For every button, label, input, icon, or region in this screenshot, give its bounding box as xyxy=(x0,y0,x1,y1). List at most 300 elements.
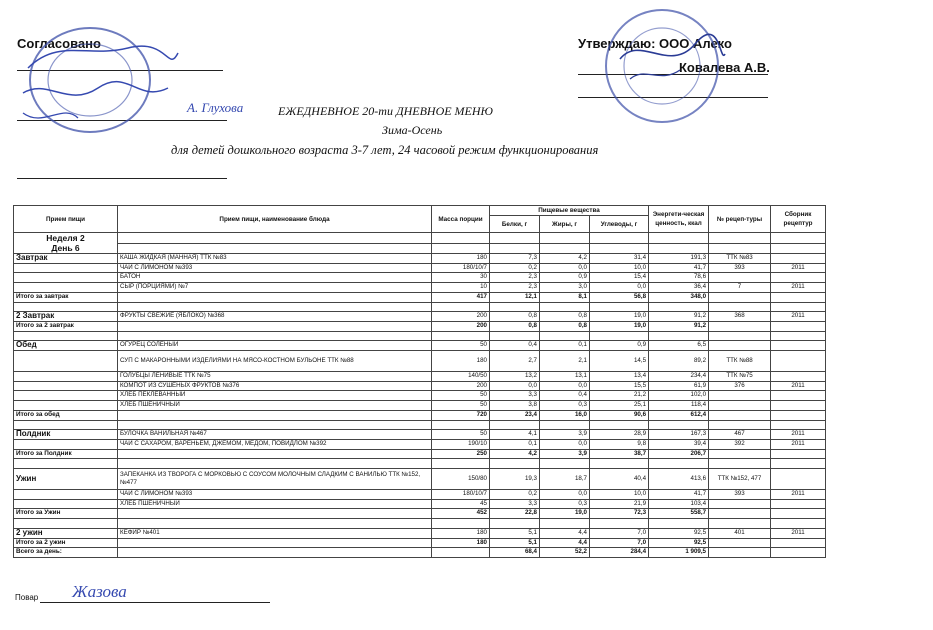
energy-cell xyxy=(649,302,709,312)
collection-cell xyxy=(771,254,826,264)
spacer-row xyxy=(14,459,826,469)
collection-cell: 2011 xyxy=(771,312,826,322)
collection-cell xyxy=(771,469,826,490)
mass-cell: 180 xyxy=(432,538,490,548)
fat-cell: 16,0 xyxy=(540,410,590,420)
table-row xyxy=(14,283,826,293)
col-mass-header: Масса порции xyxy=(432,206,490,233)
total-row xyxy=(14,321,826,331)
menu-table xyxy=(13,205,826,558)
fat-cell: 0,0 xyxy=(540,381,590,391)
table-row xyxy=(14,263,826,273)
recipe-cell xyxy=(709,459,771,469)
energy-cell: 612,4 xyxy=(649,410,709,420)
meal-cell: 2 ужин xyxy=(14,528,118,538)
collection-cell xyxy=(771,538,826,548)
energy-cell: 36,4 xyxy=(649,283,709,293)
mass-cell xyxy=(432,548,490,558)
carbs-cell: 21,2 xyxy=(590,391,649,401)
mass-cell: 50 xyxy=(432,341,490,351)
dish-cell xyxy=(118,420,432,430)
spacer-row xyxy=(14,420,826,430)
collection-cell xyxy=(771,341,826,351)
table-row xyxy=(14,273,826,283)
energy-cell: 206,7 xyxy=(649,449,709,459)
table-row xyxy=(14,391,826,401)
approval-left-line-3 xyxy=(17,178,227,179)
right-stamp xyxy=(600,4,730,132)
menu-subtitle: для детей дошкольного возраста 3-7 лет, 24 часовой режим функционирования xyxy=(171,143,599,157)
collection-cell: 2011 xyxy=(771,283,826,293)
table-row xyxy=(14,439,826,449)
protein-cell xyxy=(490,331,540,341)
energy-cell: 118,4 xyxy=(649,401,709,411)
recipe-cell: 392 xyxy=(709,439,771,449)
meal-cell xyxy=(14,420,118,430)
protein-cell: 0,2 xyxy=(490,263,540,273)
protein-cell: 5,1 xyxy=(490,528,540,538)
fat-cell xyxy=(540,331,590,341)
menu-title: ЕЖЕДНЕВНОЕ 20-ти ДНЕВНОЕ МЕНЮ xyxy=(278,104,493,118)
col-collection-header: Сборник рецептур xyxy=(771,206,826,233)
menu-season: Зима-Осень xyxy=(382,123,443,137)
mass-cell xyxy=(432,420,490,430)
col-meal-header: Прием пищи xyxy=(14,206,118,233)
table-row xyxy=(14,381,826,391)
fat-cell: 13,1 xyxy=(540,372,590,382)
dish-cell: ГОЛУБЦЫ ЛЕНИВЫЕ ТТК №75 xyxy=(118,372,432,382)
carbs-cell: 14,5 xyxy=(590,351,649,372)
carbs-cell: 25,1 xyxy=(590,401,649,411)
dish-cell: СУП С МАКАРОННЫМИ ИЗДЕЛИЯМИ НА МЯСО-КОСТНОМ БУЛЬОНЕ ТТК №88 xyxy=(118,351,432,372)
mass-cell: 180 xyxy=(432,351,490,372)
meal-cell: Всего за день: xyxy=(14,548,118,558)
col-fat-header: Жиры, г xyxy=(540,216,590,233)
energy-cell: 39,4 xyxy=(649,439,709,449)
recipe-cell: 393 xyxy=(709,490,771,500)
carbs-cell: 7,0 xyxy=(590,538,649,548)
recipe-cell xyxy=(709,292,771,302)
energy-cell: 91,2 xyxy=(649,312,709,322)
spacer-row xyxy=(14,519,826,529)
carbs-cell xyxy=(590,519,649,529)
table-row xyxy=(14,528,826,538)
energy-cell: 191,3 xyxy=(649,254,709,264)
energy-cell xyxy=(649,331,709,341)
collection-cell xyxy=(771,302,826,312)
carbs-cell: 28,9 xyxy=(590,430,649,440)
mass-cell: 50 xyxy=(432,391,490,401)
carbs-cell xyxy=(590,459,649,469)
dish-cell: КЕФИР №401 xyxy=(118,528,432,538)
approval-right-title: Утверждаю: ООО Алеко xyxy=(578,36,732,51)
table-row xyxy=(14,351,826,372)
carbs-cell: 0,0 xyxy=(590,283,649,293)
dish-cell: ЗАПЕКАНКА ИЗ ТВОРОГА С МОРКОВЬЮ С СОУСОМ МОЛОЧНЫМ СЛАДКИМ С ВАНИЛЬЮ ТТК №152, №477 xyxy=(118,469,432,490)
fat-cell: 4,4 xyxy=(540,528,590,538)
col-protein-header: Белки, г xyxy=(490,216,540,233)
recipe-cell: 7 xyxy=(709,283,771,293)
protein-cell: 19,3 xyxy=(490,469,540,490)
energy-cell: 103,4 xyxy=(649,499,709,509)
dish-cell xyxy=(118,331,432,341)
protein-cell: 4,1 xyxy=(490,430,540,440)
meal-cell xyxy=(14,439,118,449)
carbs-cell: 38,7 xyxy=(590,449,649,459)
recipe-cell xyxy=(709,273,771,283)
fat-cell: 0,0 xyxy=(540,439,590,449)
protein-cell: 2,3 xyxy=(490,273,540,283)
table-row xyxy=(14,499,826,509)
recipe-cell: 401 xyxy=(709,528,771,538)
table-row xyxy=(14,401,826,411)
meal-cell: Итого за 2 ужин xyxy=(14,538,118,548)
day-label: День 6 xyxy=(14,243,118,254)
fat-cell: 2,1 xyxy=(540,351,590,372)
collection-cell: 2011 xyxy=(771,528,826,538)
collection-cell xyxy=(771,548,826,558)
carbs-cell: 21,9 xyxy=(590,499,649,509)
fat-cell: 0,0 xyxy=(540,263,590,273)
mass-cell: 45 xyxy=(432,499,490,509)
table-row xyxy=(14,312,826,322)
total-row xyxy=(14,449,826,459)
meal-cell: Обед xyxy=(14,341,118,351)
recipe-cell xyxy=(709,509,771,519)
fat-cell: 52,2 xyxy=(540,548,590,558)
col-recipe-header: № рецеп-туры xyxy=(709,206,771,233)
meal-cell: Итого за Ужин xyxy=(14,509,118,519)
meal-cell xyxy=(14,302,118,312)
dish-cell: ЧАЙ С ЛИМОНОМ №393 xyxy=(118,490,432,500)
table-row xyxy=(14,469,826,490)
meal-cell xyxy=(14,401,118,411)
energy-cell: 348,0 xyxy=(649,292,709,302)
carbs-cell: 72,3 xyxy=(590,509,649,519)
col-energy-header: Энергети-ческая ценность, ккал xyxy=(649,206,709,233)
meal-cell xyxy=(14,499,118,509)
protein-cell: 12,1 xyxy=(490,292,540,302)
mass-cell: 720 xyxy=(432,410,490,420)
total-row xyxy=(14,509,826,519)
energy-cell xyxy=(649,420,709,430)
protein-cell xyxy=(490,519,540,529)
spacer-row xyxy=(14,331,826,341)
fat-cell: 0,9 xyxy=(540,273,590,283)
carbs-cell: 19,0 xyxy=(590,312,649,322)
collection-cell xyxy=(771,509,826,519)
fat-cell: 0,3 xyxy=(540,401,590,411)
dish-cell xyxy=(118,410,432,420)
protein-cell: 5,1 xyxy=(490,538,540,548)
recipe-cell: ТТК №88 xyxy=(709,351,771,372)
energy-cell: 89,2 xyxy=(649,351,709,372)
energy-cell: 41,7 xyxy=(649,490,709,500)
meal-cell xyxy=(14,372,118,382)
spacer-row xyxy=(14,302,826,312)
mass-cell: 200 xyxy=(432,312,490,322)
left-stamp xyxy=(18,18,218,138)
energy-cell: 167,3 xyxy=(649,430,709,440)
dish-cell: ЧАЙ С ЛИМОНОМ №393 xyxy=(118,263,432,273)
recipe-cell xyxy=(709,401,771,411)
meal-cell xyxy=(14,459,118,469)
approval-left-title: Согласовано xyxy=(17,36,101,51)
fat-cell: 3,0 xyxy=(540,283,590,293)
mass-cell xyxy=(432,302,490,312)
collection-cell xyxy=(771,410,826,420)
protein-cell: 13,2 xyxy=(490,372,540,382)
meal-cell xyxy=(14,263,118,273)
collection-cell xyxy=(771,292,826,302)
dish-cell: ЧАЙ С САХАРОМ, ВАРЕНЬЕМ, ДЖЕМОМ, МЕДОМ, ПОВИДЛОМ №392 xyxy=(118,439,432,449)
energy-cell: 6,5 xyxy=(649,341,709,351)
meal-cell: Итого за обед xyxy=(14,410,118,420)
carbs-cell: 56,8 xyxy=(590,292,649,302)
recipe-cell xyxy=(709,420,771,430)
energy-cell: 413,6 xyxy=(649,469,709,490)
mass-cell: 10 xyxy=(432,283,490,293)
approval-right-person: Ковалева А.В. xyxy=(679,60,770,75)
dish-cell: БУЛОЧКА ВАНИЛЬНАЯ №467 xyxy=(118,430,432,440)
dish-cell: КАША ЖИДКАЯ (МАННАЯ) ТТК №83 xyxy=(118,254,432,264)
table-row xyxy=(14,372,826,382)
fat-cell: 3,9 xyxy=(540,430,590,440)
recipe-cell: 467 xyxy=(709,430,771,440)
table-row xyxy=(14,341,826,351)
meal-cell: Итого за Полдник xyxy=(14,449,118,459)
collection-cell xyxy=(771,372,826,382)
mass-cell: 452 xyxy=(432,509,490,519)
protein-cell: 0,4 xyxy=(490,341,540,351)
protein-cell: 23,4 xyxy=(490,410,540,420)
recipe-cell: 368 xyxy=(709,312,771,322)
protein-cell: 3,3 xyxy=(490,391,540,401)
mass-cell: 140/50 xyxy=(432,372,490,382)
carbs-cell xyxy=(590,420,649,430)
recipe-cell xyxy=(709,519,771,529)
left-signature-text: А. Глухова xyxy=(187,100,244,115)
meal-cell: Завтрак xyxy=(14,254,118,264)
cook-signature-line xyxy=(40,602,270,603)
recipe-cell: ТТК №83 xyxy=(709,254,771,264)
dish-cell: СЫР (ПОРЦИЯМИ) №7 xyxy=(118,283,432,293)
dish-cell: ОГУРЕЦ СОЛЕНЫЙ xyxy=(118,341,432,351)
collection-cell: 2011 xyxy=(771,263,826,273)
energy-cell xyxy=(649,519,709,529)
recipe-cell xyxy=(709,321,771,331)
mass-cell xyxy=(432,519,490,529)
energy-cell: 78,6 xyxy=(649,273,709,283)
meal-cell: Итого за 2 завтрак xyxy=(14,321,118,331)
mass-cell: 190/10 xyxy=(432,439,490,449)
recipe-cell xyxy=(709,449,771,459)
carbs-cell: 0,9 xyxy=(590,341,649,351)
meal-cell: Полдник xyxy=(14,430,118,440)
fat-cell xyxy=(540,420,590,430)
mass-cell: 200 xyxy=(432,321,490,331)
dish-cell xyxy=(118,321,432,331)
mass-cell: 50 xyxy=(432,401,490,411)
collection-cell: 2011 xyxy=(771,439,826,449)
mass-cell: 180/10/7 xyxy=(432,490,490,500)
fat-cell: 3,9 xyxy=(540,449,590,459)
protein-cell: 0,0 xyxy=(490,381,540,391)
col-nutrients-header: Пищевые вещества xyxy=(490,206,649,216)
recipe-cell: 376 xyxy=(709,381,771,391)
protein-cell: 0,2 xyxy=(490,490,540,500)
meal-cell xyxy=(14,273,118,283)
protein-cell: 2,3 xyxy=(490,283,540,293)
mass-cell: 200 xyxy=(432,381,490,391)
protein-cell: 7,3 xyxy=(490,254,540,264)
meal-cell xyxy=(14,381,118,391)
carbs-cell: 40,4 xyxy=(590,469,649,490)
fat-cell: 4,4 xyxy=(540,538,590,548)
dish-cell xyxy=(118,302,432,312)
recipe-cell: 393 xyxy=(709,263,771,273)
carbs-cell: 90,6 xyxy=(590,410,649,420)
collection-cell xyxy=(771,499,826,509)
energy-cell: 92,5 xyxy=(649,538,709,548)
cook-signature: Жазова xyxy=(72,582,127,601)
energy-cell: 41,7 xyxy=(649,263,709,273)
energy-cell: 558,7 xyxy=(649,509,709,519)
dish-cell xyxy=(118,292,432,302)
collection-cell xyxy=(771,420,826,430)
meal-cell xyxy=(14,351,118,372)
col-carbs-header: Углеводы, г xyxy=(590,216,649,233)
dish-cell xyxy=(118,548,432,558)
carbs-cell xyxy=(590,302,649,312)
collection-cell xyxy=(771,459,826,469)
dish-cell: ХЛЕБ ПШЕНИЧНЫЙ xyxy=(118,499,432,509)
fat-cell: 0,8 xyxy=(540,312,590,322)
meal-cell: Ужин xyxy=(14,469,118,490)
mass-cell xyxy=(432,331,490,341)
protein-cell xyxy=(490,459,540,469)
dish-cell xyxy=(118,449,432,459)
collection-cell xyxy=(771,449,826,459)
carbs-cell: 10,0 xyxy=(590,490,649,500)
collection-cell: 2011 xyxy=(771,430,826,440)
total-row xyxy=(14,410,826,420)
collection-cell xyxy=(771,321,826,331)
mass-cell: 417 xyxy=(432,292,490,302)
fat-cell: 0,3 xyxy=(540,499,590,509)
energy-cell: 234,4 xyxy=(649,372,709,382)
carbs-cell xyxy=(590,331,649,341)
protein-cell: 68,4 xyxy=(490,548,540,558)
protein-cell: 22,8 xyxy=(490,509,540,519)
fat-cell: 8,1 xyxy=(540,292,590,302)
week-label: Неделя 2 xyxy=(14,233,118,244)
collection-cell xyxy=(771,351,826,372)
energy-cell: 61,9 xyxy=(649,381,709,391)
carbs-cell: 7,0 xyxy=(590,528,649,538)
dish-cell xyxy=(118,538,432,548)
dish-cell: ФРУКТЫ СВЕЖИЕ (ЯБЛОКО) №368 xyxy=(118,312,432,322)
recipe-cell xyxy=(709,302,771,312)
carbs-cell: 31,4 xyxy=(590,254,649,264)
recipe-cell: ТТК №75 xyxy=(709,372,771,382)
table-row xyxy=(14,254,826,264)
collection-cell xyxy=(771,331,826,341)
carbs-cell: 13,4 xyxy=(590,372,649,382)
protein-cell: 3,3 xyxy=(490,499,540,509)
meal-cell: Итого за завтрак xyxy=(14,292,118,302)
recipe-cell xyxy=(709,391,771,401)
carbs-cell: 19,0 xyxy=(590,321,649,331)
table-row xyxy=(14,490,826,500)
total-row xyxy=(14,548,826,558)
fat-cell: 0,4 xyxy=(540,391,590,401)
fat-cell: 4,2 xyxy=(540,254,590,264)
mass-cell: 180 xyxy=(432,254,490,264)
dish-cell: ХЛЕБ ПШЕНИЧНЫЙ xyxy=(118,401,432,411)
fat-cell: 19,0 xyxy=(540,509,590,519)
recipe-cell xyxy=(709,499,771,509)
energy-cell: 102,0 xyxy=(649,391,709,401)
collection-cell xyxy=(771,273,826,283)
protein-cell xyxy=(490,420,540,430)
collection-cell: 2011 xyxy=(771,490,826,500)
mass-cell xyxy=(432,459,490,469)
cook-label: Повар xyxy=(15,593,39,602)
fat-cell xyxy=(540,459,590,469)
recipe-cell: ТТК №152, 477 xyxy=(709,469,771,490)
recipe-cell xyxy=(709,410,771,420)
fat-cell: 0,1 xyxy=(540,341,590,351)
energy-cell xyxy=(649,459,709,469)
dish-cell: ХЛЕБ ПЕКЛЕВАННЫЙ xyxy=(118,391,432,401)
meal-cell xyxy=(14,331,118,341)
fat-cell: 0,0 xyxy=(540,490,590,500)
col-dish-header: Прием пищи, наименование блюда xyxy=(118,206,432,233)
recipe-cell xyxy=(709,341,771,351)
carbs-cell: 10,0 xyxy=(590,263,649,273)
dish-cell xyxy=(118,519,432,529)
mass-cell: 180 xyxy=(432,528,490,538)
energy-cell: 91,2 xyxy=(649,321,709,331)
dish-cell xyxy=(118,459,432,469)
mass-cell: 250 xyxy=(432,449,490,459)
mass-cell: 30 xyxy=(432,273,490,283)
total-row xyxy=(14,538,826,548)
meal-cell xyxy=(14,519,118,529)
mass-cell: 180/10/7 xyxy=(432,263,490,273)
fat-cell: 18,7 xyxy=(540,469,590,490)
dish-cell: КОМПОТ ИЗ СУШЕНЫХ ФРУКТОВ №376 xyxy=(118,381,432,391)
collection-cell xyxy=(771,519,826,529)
meal-cell: 2 Завтрак xyxy=(14,312,118,322)
mass-cell: 150/80 xyxy=(432,469,490,490)
mass-cell: 50 xyxy=(432,430,490,440)
energy-cell: 1 909,5 xyxy=(649,548,709,558)
carbs-cell: 15,4 xyxy=(590,273,649,283)
protein-cell: 0,8 xyxy=(490,321,540,331)
collection-cell: 2011 xyxy=(771,381,826,391)
recipe-cell xyxy=(709,538,771,548)
meal-cell xyxy=(14,283,118,293)
menu-table-body xyxy=(14,233,826,558)
protein-cell: 2,7 xyxy=(490,351,540,372)
meal-cell xyxy=(14,490,118,500)
dish-cell: БАТОН xyxy=(118,273,432,283)
recipe-cell xyxy=(709,548,771,558)
protein-cell: 3,8 xyxy=(490,401,540,411)
energy-cell: 92,5 xyxy=(649,528,709,538)
